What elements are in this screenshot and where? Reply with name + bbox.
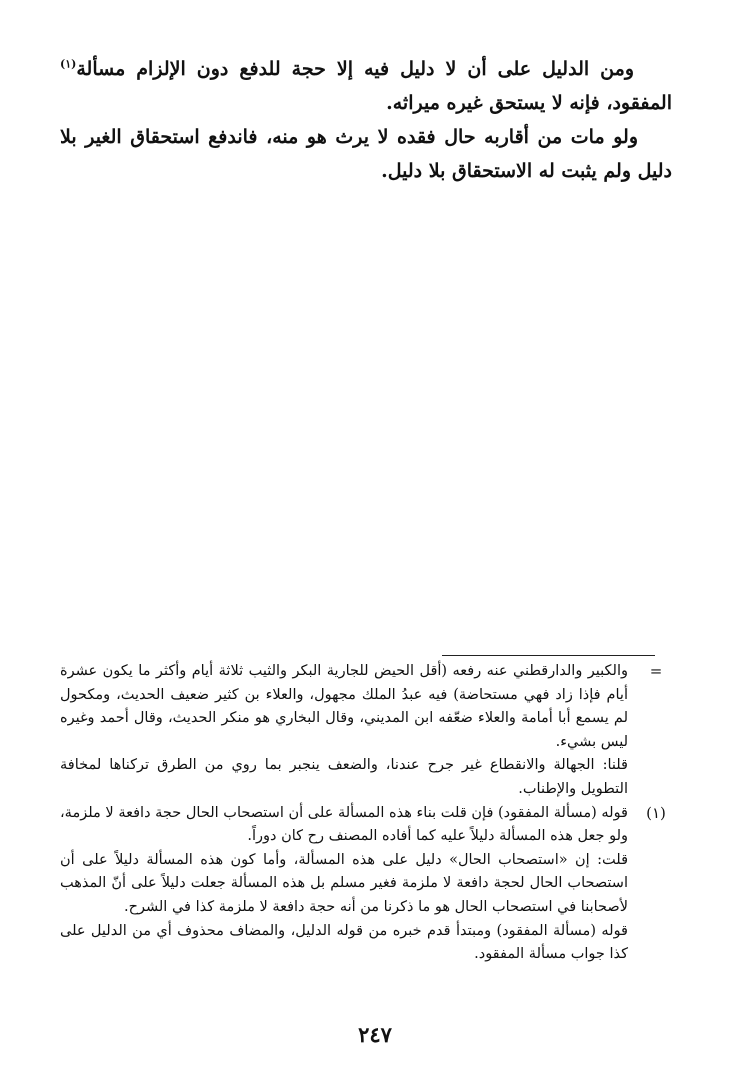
main-paragraph-2: ولو مات من أقاربه حال فقده لا يرث هو منه، فاندفع استحقاق الغير بلا دليل ولم يثبت له الاستحقاق بلا دليل. — [60, 126, 672, 182]
footnote-continuation — [60, 660, 672, 802]
page-number: ٢٤٧ — [358, 1022, 392, 1047]
footnote-reference-1[interactable]: (١) — [60, 57, 77, 71]
continuation-marker: = — [649, 662, 663, 680]
footnote-1 — [60, 802, 672, 967]
paragraph-1-start: ومن الدليل على أن لا دليل فيه إلا حجة للدفع دون الإلزام مسألة — [76, 58, 634, 80]
footnotes-section — [60, 660, 672, 967]
footnote-1-paragraph-3: قوله (مسألة المفقود) ومبتدأ قدم خبره من قوله الدليل، والمضاف محذوف أي من الدليل على كذا جواب مسألة المفقود. — [60, 922, 628, 963]
footnote-1-marker: (١) — [646, 803, 666, 822]
footnote-1-paragraph-2: قلت: إن «استصحاب الحال» دليل على هذه المسألة، وأما كون هذه المسألة دليلاً على أن استصحاب الحال لحجة دافعة لا ملزمة فغير مسلم بل هذه المسألة جعلت دليلاً على أنّ المذهب لأصحابنا في استصحاب الحال هو ما ذكرنا من أنه حجة دافعة لا ملزمة كذا في الشرح. — [60, 851, 628, 915]
continuation-paragraph-1: والكبير والدارقطني عنه رفعه (أقل الحيض للجارية البكر والثيب ثلاثة أيام وأكثر ما يكون عشرة أيام فإذا زاد فهي مستحاضة) فيه عبدُ الملك مجهول، والعلاء بن كثير ضعيف الحديث، ومكحول لم يسمع أبا أمامة والعلاء ضعّفه ابن المديني، وقال البخاري هو منكر الحديث، وقال أحمد وغيره ليس بشيء. — [60, 663, 628, 750]
footnote-separator — [442, 655, 655, 656]
paragraph-1-end: المفقود، فإنه لا يستحق غيره ميراثه. — [386, 92, 672, 114]
footnote-1-paragraph-1: قوله (مسألة المفقود) فإن قلت بناء هذه المسألة على أن استصحاب الحال حجة دافعة لا ملزمة، ولو جعل هذه المسألة دليلاً عليه كما أفاده المصنف رح كان دوراً. — [60, 804, 628, 845]
continuation-paragraph-2: قلنا: الجهالة والانقطاع غير جرح عندنا، والضعف ينجبر بما روي من الطرق تركناها لمخافة التطويل والإطناب. — [60, 757, 628, 797]
main-text — [60, 52, 672, 188]
main-paragraph-1 — [60, 52, 672, 120]
